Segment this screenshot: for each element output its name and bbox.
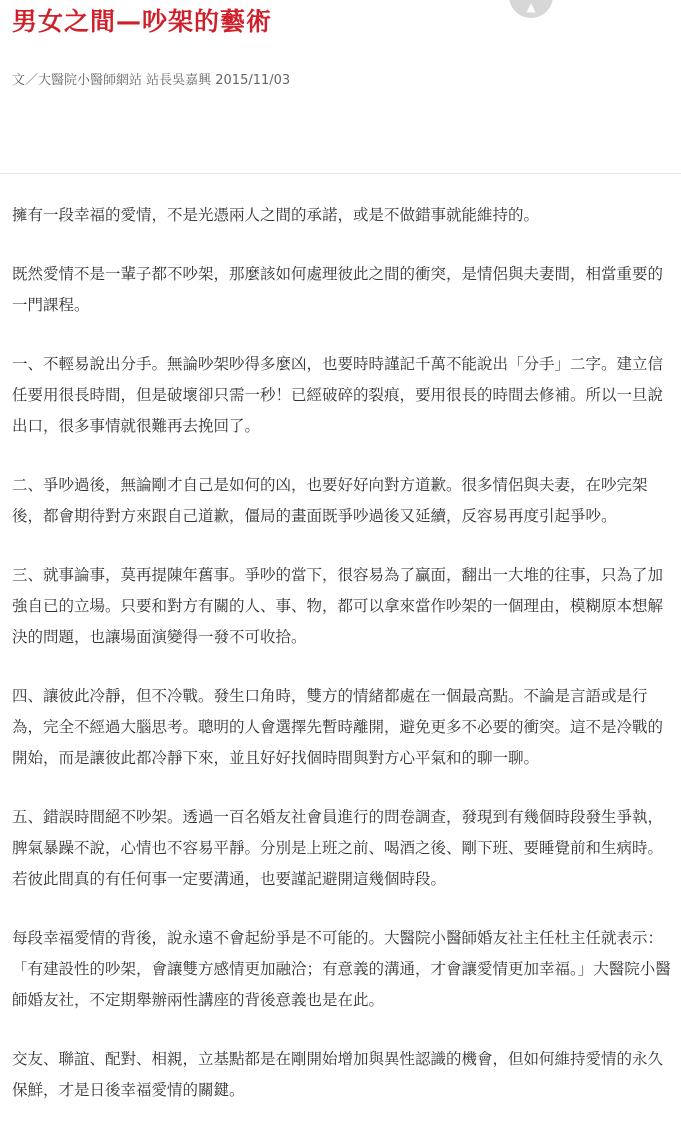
article-paragraph: 四、讓彼此冷靜，但不冷戰。發生口角時，雙方的情緒都處在一個最高點。不論是言語或是行為，完全不經過大腦思考。聰明的人會選擇先暫時離開，避免更多不必要的衝突。這不是冷戰的開始，而是讓彼此都冷靜下來，並且好好找個時間與對方心平氣和的聊一聊。: [12, 687, 664, 767]
article-paragraph: 既然愛情不是一輩子都不吵架，那麼該如何處理彼此之間的衝突，是情侶與夫妻間，相當重要的一門課程。: [12, 265, 664, 314]
article-header: [0, 0, 681, 174]
article-paragraph: 擁有一段幸福的愛情，不是光憑兩人之間的承諾，或是不做錯事就能維持的。: [12, 206, 540, 224]
article-body: [12, 200, 672, 1134]
article-paragraph: 二、爭吵過後，無論剛才自己是如何的凶，也要好好向對方道歉。很多情侶與夫妻，在吵完架後，都會期待對方來跟自己道歉，僵局的畫面既爭吵過後又延續，反容易再度引起爭吵。: [12, 476, 648, 525]
chevron-up-icon: ▲: [526, 0, 536, 14]
article-paragraph: 交友、聯誼、配對、相親，立基點都是在剛開始增加與異性認識的機會，但如何維持愛情的永久保鮮，才是日後幸福愛情的關鍵。: [12, 1050, 664, 1099]
article-paragraph: 一、不輕易說出分手。無論吵架吵得多麼凶，也要時時謹記千萬不能說出「分手」二字。建立信任要用很長時間，但是破壞卻只需一秒！已經破碎的裂痕，要用很長的時間去修補。所以一旦說出口，很多事情就很難再去挽回了。: [12, 355, 664, 435]
article-paragraph: 每段幸福愛情的背後，說永遠不會起紛爭是不可能的。大醫院小醫師婚友社主任杜主任就表示：「有建設性的吵架，會讓雙方感情更加融洽；有意義的溝通，才會讓愛情更加幸福。」大醫院小醫師婚友社，不定期舉辦兩性講座的背後意義也是在此。: [12, 929, 671, 1009]
article-paragraph: 三、就事論事，莫再提陳年舊事。爭吵的當下，很容易為了贏面，翻出一大堆的往事，只為了加強自已的立場。只要和對方有關的人、事、物，都可以拿來當作吵架的一個理由，模糊原本想解決的問題，也讓場面演變得一發不可收拾。: [12, 566, 664, 646]
article-title: 男女之間—吵架的藝術: [12, 7, 273, 36]
article-paragraph: 五、錯誤時間絕不吵架。透過一百名婚友社會員進行的問卷調查，發現到有幾個時段發生爭執，脾氣暴躁不說，心情也不容易平靜。分別是上班之前、喝酒之後、剛下班、要睡覺前和生病時。若彼此間真的有任何事一定要溝通，也要謹記避開這幾個時段。: [12, 808, 664, 888]
header-divider: [0, 173, 681, 174]
scroll-top-button[interactable]: [509, 0, 553, 18]
article-byline: 文／大醫院小醫師網站 站長吳嘉興 2015/11/03: [12, 73, 291, 88]
